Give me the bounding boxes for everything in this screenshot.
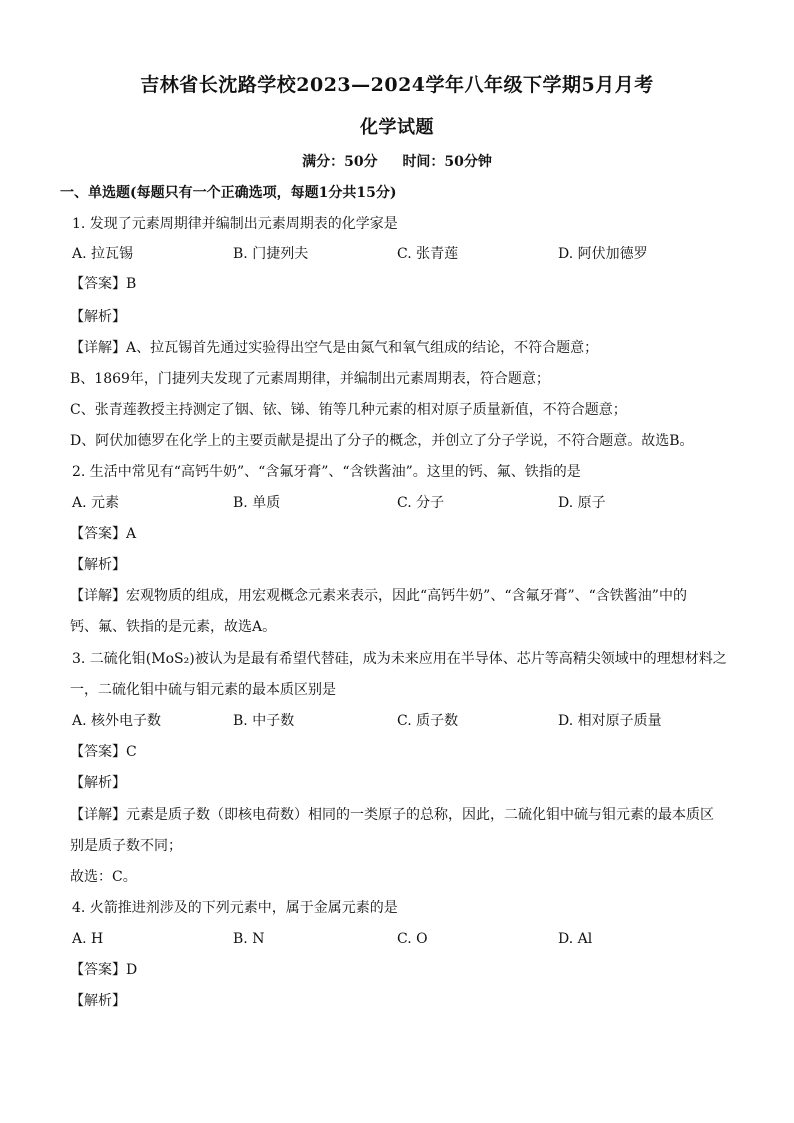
- q1-detail-line: C、张青莲教授主持测定了铟、铱、锑、铕等几种元素的相对原子质量新值，不符合题意；: [70, 402, 627, 418]
- question-2-stem: 2. 生活中常见有“高钙牛奶”、“含氟牙膏”、“含铁酱油”。这里的钙、氟、铁指的是: [72, 464, 581, 480]
- q1-detail-line: 【详解】A、拉瓦锡首先通过实验得出空气是由氮气和氧气组成的结论，不符合题意；: [70, 340, 599, 356]
- question-4-stem: 4. 火箭推进剂涉及的下列元素中，属于金属元素的是: [72, 900, 398, 916]
- q3-option-a: A. 核外电子数: [72, 713, 162, 729]
- q2-detail-line: 【详解】宏观物质的组成，用宏观概念元素来表示，因此“高钙牛奶”、“含氟牙膏”、“含铁酱油”中的: [70, 588, 687, 604]
- q3-option-b: B. 中子数: [233, 713, 295, 729]
- section-heading: 一、单选题(每题只有一个正确选项，每题1分共15分): [60, 185, 397, 201]
- question-1-stem: 1. 发现了元素周期律并编制出元素周期表的化学家是: [72, 216, 398, 232]
- q2-detail-line: 钙、氟、铁指的是元素，故选A。: [70, 619, 277, 635]
- q4-option-b: B. N: [233, 931, 265, 947]
- q2-option-a: A. 元素: [72, 495, 120, 511]
- q3-detail-line: 别是质子数不同；: [70, 838, 182, 854]
- q1-analysis-label: 【解析】: [70, 309, 126, 325]
- q2-option-c: C. 分子: [397, 495, 445, 511]
- q4-option-a: A. H: [72, 931, 104, 947]
- q1-option-c: C. 张青莲: [397, 246, 459, 262]
- q3-option-c: C. 质子数: [397, 713, 459, 729]
- exam-meta: [0, 151, 794, 171]
- page-subtitle: 化学试题: [360, 117, 434, 138]
- q2-option-d: D. 原子: [558, 495, 606, 511]
- q1-detail-line: B、1869年，门捷列夫发现了元素周期律，并编制出元素周期表，符合题意；: [70, 371, 550, 387]
- q1-option-b: B. 门捷列夫: [233, 246, 309, 262]
- q3-detail-line: 故选：C。: [70, 869, 137, 885]
- page-title: 吉林省长沈路学校2023—2024学年八年级下学期5月月考: [140, 74, 654, 96]
- question-3-stem: 3. 二硫化钼(MoS₂)被认为是最有希望代替硅，成为未来应用在半导体、芯片等高精尖领域中的理想材料之: [72, 651, 727, 667]
- q1-option-d: D. 阿伏加德罗: [558, 246, 648, 262]
- q4-analysis-label: 【解析】: [70, 993, 126, 1009]
- q4-option-d: D. Al: [558, 931, 593, 947]
- q1-answer: 【答案】B: [70, 276, 137, 292]
- q4-option-c: C. O: [397, 931, 428, 947]
- q3-answer: 【答案】C: [70, 744, 137, 760]
- question-3-stem-cont: 一，二硫化钼中硫与钼元素的最本质区别是: [70, 682, 336, 698]
- q2-analysis-label: 【解析】: [70, 557, 126, 573]
- q2-answer: 【答案】A: [70, 526, 137, 542]
- time-info: 时间：50分钟: [402, 154, 492, 170]
- q3-detail-line: 【详解】元素是质子数（即核电荷数）相同的一类原子的总称，因此，二硫化钼中硫与钼元素的最本质区: [70, 807, 714, 823]
- q1-option-a: A. 拉瓦锡: [72, 246, 134, 262]
- q3-option-d: D. 相对原子质量: [558, 713, 662, 729]
- score-info: 满分：50分: [302, 154, 378, 170]
- q1-detail-line: D、阿伏加德罗在化学上的主要贡献是提出了分子的概念，并创立了分子学说，不符合题意。故选B。: [70, 433, 694, 449]
- q4-answer: 【答案】D: [70, 962, 138, 978]
- q2-option-b: B. 单质: [233, 495, 281, 511]
- q3-analysis-label: 【解析】: [70, 775, 126, 791]
